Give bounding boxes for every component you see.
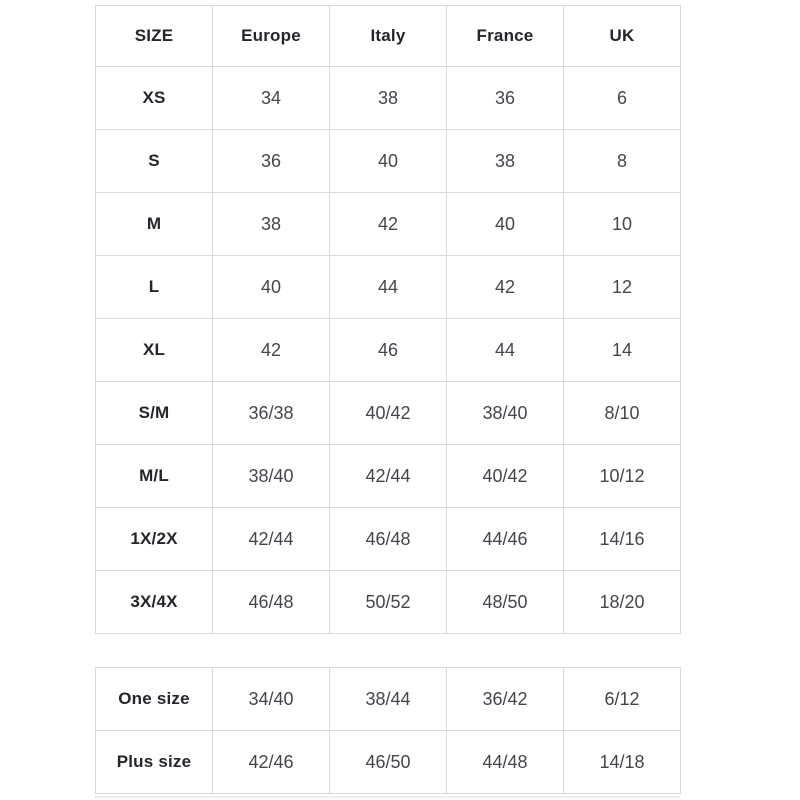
data-cell: 50/52 bbox=[330, 571, 447, 634]
data-cell: 34 bbox=[213, 67, 330, 130]
data-cell: 44 bbox=[447, 319, 564, 382]
data-cell: 42 bbox=[330, 193, 447, 256]
data-cell: 18/20 bbox=[564, 571, 681, 634]
data-cell: 8/10 bbox=[564, 382, 681, 445]
data-cell: 46 bbox=[330, 319, 447, 382]
data-cell: 38/40 bbox=[447, 382, 564, 445]
row-label: L bbox=[96, 256, 213, 319]
header-cell-uk: UK bbox=[564, 6, 681, 67]
row-label: 3X/4X bbox=[96, 571, 213, 634]
data-cell: 44/46 bbox=[447, 508, 564, 571]
data-cell: 48/50 bbox=[447, 571, 564, 634]
row-label: S bbox=[96, 130, 213, 193]
table-row bbox=[96, 668, 681, 731]
header-cell-europe: Europe bbox=[213, 6, 330, 67]
row-label: Plus size bbox=[96, 731, 213, 794]
data-cell: 14/16 bbox=[564, 508, 681, 571]
data-cell: 6 bbox=[564, 67, 681, 130]
header-cell-france: France bbox=[447, 6, 564, 67]
row-label: M bbox=[96, 193, 213, 256]
data-cell: 42/44 bbox=[213, 508, 330, 571]
data-cell: 42/44 bbox=[330, 445, 447, 508]
row-label: XS bbox=[96, 67, 213, 130]
data-cell: 38 bbox=[447, 130, 564, 193]
data-cell: 46/50 bbox=[330, 731, 447, 794]
data-cell: 36 bbox=[447, 67, 564, 130]
data-cell: 8 bbox=[564, 130, 681, 193]
data-cell: 12 bbox=[564, 256, 681, 319]
data-cell: 42/46 bbox=[213, 731, 330, 794]
row-label: 1X/2X bbox=[96, 508, 213, 571]
data-cell: 10 bbox=[564, 193, 681, 256]
header-cell-size: SIZE bbox=[96, 6, 213, 67]
row-label: One size bbox=[96, 668, 213, 731]
data-cell: 42 bbox=[447, 256, 564, 319]
table-row bbox=[96, 67, 681, 130]
data-cell: 40/42 bbox=[330, 382, 447, 445]
data-cell: 40 bbox=[330, 130, 447, 193]
data-cell: 40 bbox=[447, 193, 564, 256]
data-cell: 10/12 bbox=[564, 445, 681, 508]
table-row bbox=[96, 445, 681, 508]
data-cell: 14/18 bbox=[564, 731, 681, 794]
data-cell: 46/48 bbox=[330, 508, 447, 571]
partial-next-table-edge bbox=[95, 796, 680, 798]
data-cell: 36 bbox=[213, 130, 330, 193]
table-row bbox=[96, 193, 681, 256]
data-cell: 36/42 bbox=[447, 668, 564, 731]
table-row bbox=[96, 319, 681, 382]
data-cell: 6/12 bbox=[564, 668, 681, 731]
data-cell: 38/44 bbox=[330, 668, 447, 731]
data-cell: 44/48 bbox=[447, 731, 564, 794]
data-cell: 44 bbox=[330, 256, 447, 319]
data-cell: 36/38 bbox=[213, 382, 330, 445]
header-cell-italy: Italy bbox=[330, 6, 447, 67]
table-row bbox=[96, 256, 681, 319]
table-row bbox=[96, 130, 681, 193]
data-cell: 38/40 bbox=[213, 445, 330, 508]
row-label: S/M bbox=[96, 382, 213, 445]
header-row bbox=[96, 6, 681, 67]
data-cell: 40 bbox=[213, 256, 330, 319]
table-row bbox=[96, 731, 681, 794]
data-cell: 42 bbox=[213, 319, 330, 382]
data-cell: 14 bbox=[564, 319, 681, 382]
size-conversion-table bbox=[95, 5, 681, 634]
table-row bbox=[96, 382, 681, 445]
data-cell: 38 bbox=[213, 193, 330, 256]
data-cell: 46/48 bbox=[213, 571, 330, 634]
special-sizes-table bbox=[95, 667, 681, 794]
data-cell: 34/40 bbox=[213, 668, 330, 731]
table-row bbox=[96, 508, 681, 571]
table-row bbox=[96, 571, 681, 634]
data-cell: 38 bbox=[330, 67, 447, 130]
row-label: M/L bbox=[96, 445, 213, 508]
data-cell: 40/42 bbox=[447, 445, 564, 508]
row-label: XL bbox=[96, 319, 213, 382]
